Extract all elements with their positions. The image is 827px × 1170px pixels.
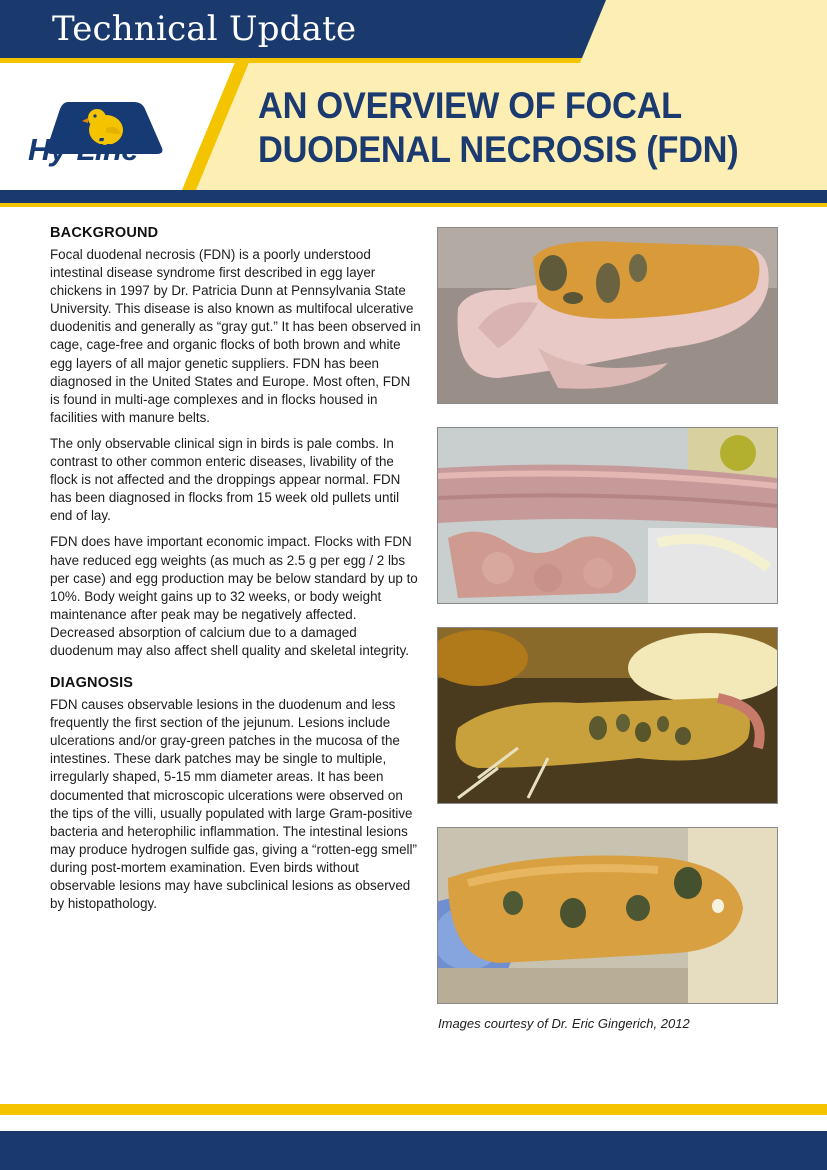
title-line-1: AN OVERVIEW OF FOCAL	[258, 85, 682, 126]
background-heading: BACKGROUND	[50, 225, 159, 241]
page-title	[258, 84, 760, 172]
photo-intestine-3	[437, 627, 778, 804]
diagnosis-paragraph-1: FDN causes observable lesions in the duodenum and less frequently the first section of the jejunum. Lesions include ulcerations and/or gray-green patches in the mucosa of the intestines. These dark patches may be single to multiple, irregularly shaped, 5-15 mm diameter areas. It has been documented that microscopic ulcerations were observed on the tips of the villi, usually populated with large Gram-positive bacteria and heterophilic inflammation. The intestinal lesions may produce hydrogen sulfide gas, giving a “rotten-egg smell” during post-mortem examination. Even birds without observable lesions may have subclinical lesions as observed by histopathology.	[50, 697, 417, 912]
article-body	[50, 224, 422, 921]
background-paragraph-2: The only observable clinical sign in birds is pale combs. In contrast to other common enteric diseases, livability of the flock is not affected and the droppings appear normal. FDN has been diagnosed in flocks from 15 week old pullets until end of lay.	[50, 435, 401, 524]
background-paragraph-1: Focal duodenal necrosis (FDN) is a poorly understood intestinal disease syndrome first described in egg layer chickens in 1997 by Dr. Patricia Dunn at Pennsylvania State University. This disease is also known as multifocal ulcerative duodenitis and generally as “gray gut.” It has been observed in cage, cage-free and organic flocks of both brown and white egg layers of all major genetic suppliers. FDN has been diagnosed in the United States and Europe. Most often, FDN is found in multi-age complexes and in flocks housed in facilities with manure belts.	[50, 247, 421, 425]
photo-intestine-2	[437, 427, 778, 604]
photo-intestine-1	[437, 227, 778, 404]
background-paragraph-3: FDN does have important economic impact. Flocks with FDN have reduced egg weights (as much as 2.5 g per egg / 2 lbs per case) and egg production may be below standard by up to 10%. Body weight gains up to 32 weeks, or body weight maintenance after peak may be negatively affected. Decreased absorption of calcium due to a damaged duodenum may also affect shell quality and skeletal integrity.	[50, 534, 418, 658]
image-caption: Images courtesy of Dr. Eric Gingerich, 2012	[438, 1016, 690, 1031]
footer-gold-bar	[0, 1104, 827, 1115]
photo-intestine-4	[437, 827, 778, 1004]
title-line-2: DUODENAL NECROSIS (FDN)	[258, 129, 739, 170]
hy-line-wordmark: Hy-Line®	[28, 132, 146, 167]
series-title: Technical Update	[52, 9, 357, 49]
diagnosis-heading: DIAGNOSIS	[50, 675, 134, 692]
footer-navy-bar	[0, 1131, 827, 1170]
page-header	[0, 0, 827, 210]
